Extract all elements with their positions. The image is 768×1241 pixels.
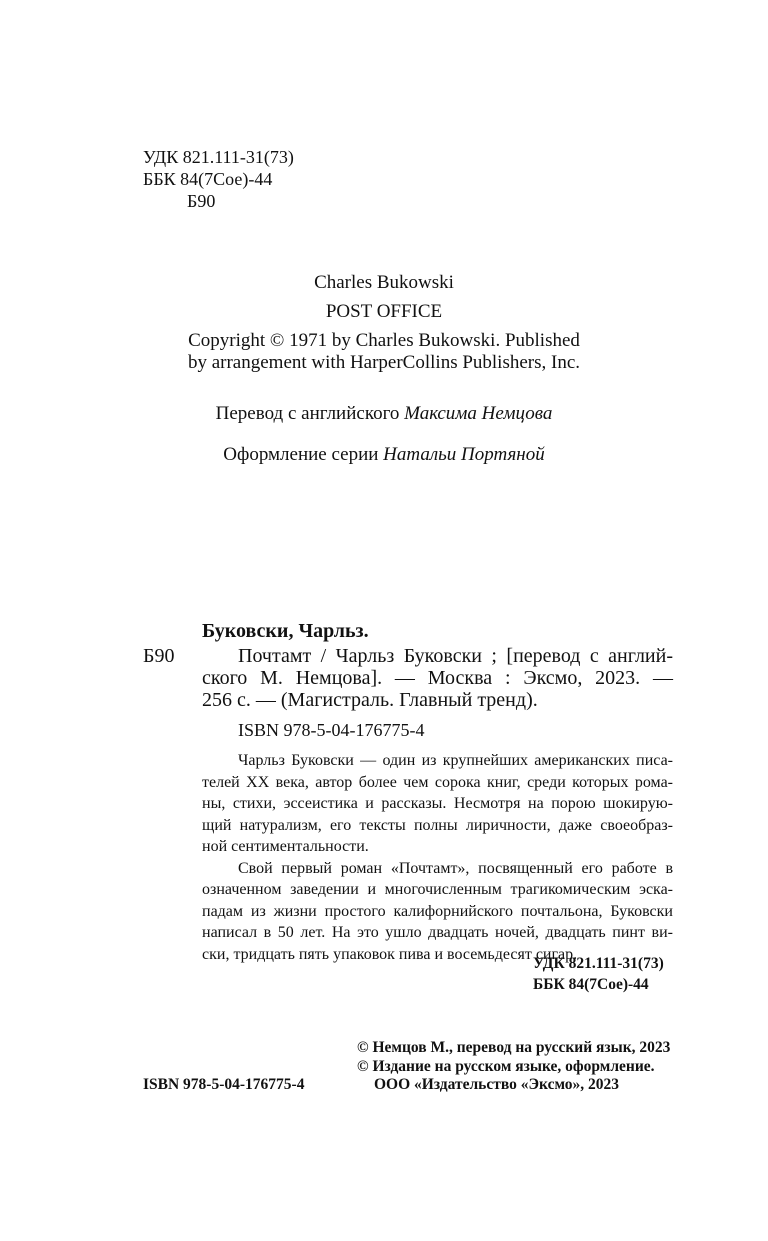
annotation-line: Свой первый роман «Почтамт», посвященный его работе в	[238, 859, 673, 877]
original-author: Charles Bukowski	[314, 272, 454, 293]
catalog-line-1: Почтамт / Чарльз Буковски ; [перевод с англий-	[238, 645, 673, 667]
catalog-line-3: 256 с. — (Магистраль. Главный тренд).	[202, 689, 538, 711]
annotation-line: ски, тридцать пять упаковок пива и восемьдесят сигар.	[202, 945, 578, 963]
translator-name: Максима Немцова	[404, 403, 553, 424]
design-credit	[0, 444, 768, 466]
catalog-isbn: ISBN 978-5-04-176775-4	[238, 720, 425, 740]
bottom-codes	[533, 953, 664, 995]
translation-prefix: Перевод с английского	[215, 403, 400, 424]
original-title: POST OFFICE	[325, 301, 443, 322]
translation-credit	[0, 403, 768, 425]
design-prefix: Оформление серии	[223, 444, 379, 465]
author-mark: Б90	[187, 191, 216, 211]
catalog-line-2: ского М. Немцова]. — Москва : Эксмо, 2023. —	[202, 667, 673, 689]
designer-name: Натальи Портяной	[383, 444, 545, 465]
annotation-line: ной сентиментальности.	[202, 838, 369, 855]
footer-isbn: ISBN 978-5-04-176775-4	[143, 1076, 305, 1093]
annotation-line: означенном заведении и многочисленным трагикомическим эска-	[202, 881, 673, 898]
copyright-edition-1: © Издание на русском языке, оформление.	[357, 1058, 655, 1075]
copyright-edition-2: ООО «Издательство «Эксмо», 2023	[374, 1076, 620, 1093]
annotation-line: щий натурализм, его тексты полны лиричности, даже своеобраз-	[202, 816, 673, 834]
copyright-line-1: Copyright © 1971 by Charles Bukowski. Published	[188, 330, 580, 351]
catalog-heading: Буковски, Чарльз.	[202, 620, 369, 642]
annotation-line: телей XX века, автор более чем сорока книг, среди которых рома-	[202, 773, 673, 791]
annotation	[202, 750, 673, 965]
annotation-line: написал в 50 лет. На это ушло двадцать ночей, двадцать пинт ви-	[202, 924, 673, 941]
bottom-bbk: ББК 84(7Сое)-44	[533, 976, 649, 993]
bbk-code: ББК 84(7Сое)-44	[143, 169, 273, 189]
annotation-line: падам из жизни простого калифорнийского почтальона, Буковски	[202, 902, 673, 920]
udk-code: УДК 821.111-31(73)	[143, 147, 294, 167]
copyright-line-2: by arrangement with HarperCollins Publishers, Inc.	[187, 352, 581, 373]
copyright-translation: © Немцов М., перевод на русский язык, 2023	[357, 1039, 671, 1056]
bottom-udk: УДК 821.111-31(73)	[533, 955, 664, 972]
catalog-mark: Б90	[143, 645, 175, 667]
annotation-line: Чарльз Буковски — один из крупнейших американских писа-	[238, 752, 673, 769]
annotation-line: ны, стихи, эссеистика и рассказы. Несмотря на порою шокирую-	[202, 795, 673, 812]
